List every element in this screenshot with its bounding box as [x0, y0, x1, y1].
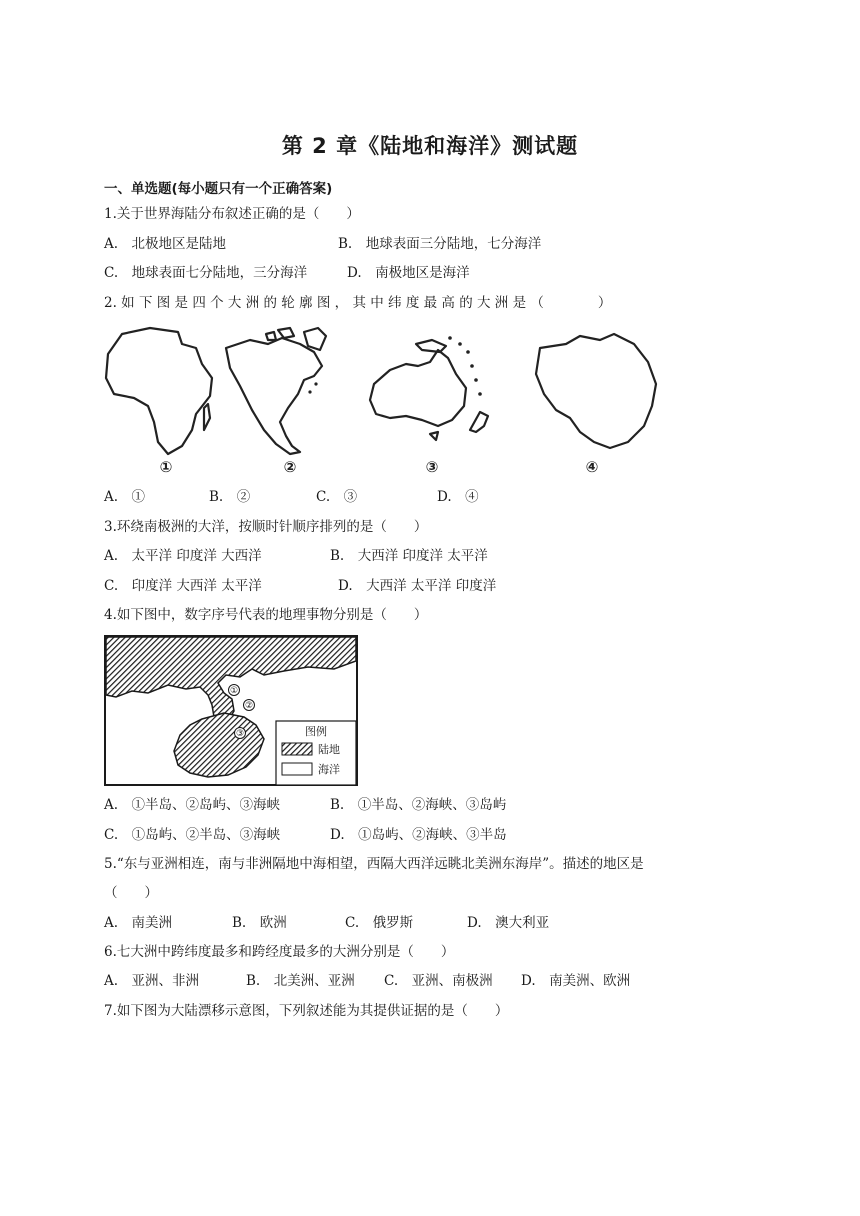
question-4-option-c[interactable]: C. ①岛屿、②半岛、③海峡 [104, 827, 281, 843]
question-4-option-b[interactable]: B. ①半岛、②海峡、③岛屿 [330, 797, 507, 813]
question-2-option-c[interactable]: C. ③ [316, 489, 358, 505]
new-guinea-outline [416, 340, 446, 352]
figure-label-4: ④ [585, 458, 599, 476]
question-3-option-b[interactable]: B. 大西洋 印度洋 太平洋 [330, 548, 488, 564]
question-2-option-b[interactable]: B. ② [209, 489, 251, 505]
australia-outline [370, 350, 466, 426]
question-5-option-d[interactable]: D. 澳大利亚 [467, 915, 550, 931]
question-6-option-d[interactable]: D. 南美洲、欧洲 [521, 973, 631, 989]
question-6-stem: 6.七大洲中跨纬度最多和跨经度最多的大洲分别是（ ） [104, 944, 455, 960]
question-1-option-c[interactable]: C. 地球表面七分陆地，三分海洋 [104, 265, 308, 281]
map-label-2: ② [244, 701, 254, 711]
question-2-option-d[interactable]: D. ④ [437, 489, 479, 505]
continent-number-labels [160, 458, 599, 476]
map-label-1: ① [229, 686, 239, 696]
section-heading: 一、单选题(每小题只有一个正确答案) [104, 181, 333, 197]
greenland-outline [304, 328, 326, 350]
continents-outline-figure [100, 322, 680, 482]
figure-label-3: ③ [425, 458, 439, 476]
map-legend [276, 721, 356, 785]
question-4-option-a[interactable]: A. ①半岛、②岛屿、③海峡 [104, 797, 281, 813]
question-6-option-b[interactable]: B. 北美洲、亚洲 [246, 973, 355, 989]
question-1-stem: 1.关于世界海陆分布叙述正确的是（ ） [104, 206, 360, 222]
figure-label-1: ① [159, 458, 173, 476]
legend-sea: 海洋 [318, 763, 340, 776]
question-4-option-d[interactable]: D. ①岛屿、②海峡、③半岛 [330, 827, 507, 843]
question-1-option-b[interactable]: B. 地球表面三分陆地，七分海洋 [338, 236, 542, 252]
new-zealand-outline [470, 412, 488, 432]
question-3-stem: 3.环绕南极洲的大洋，按顺时针顺序排列的是（ ） [104, 519, 428, 535]
page-title: 第 2 章《陆地和海洋》测试题 [281, 134, 579, 158]
tasmania-outline [430, 432, 438, 440]
north-america-outline [226, 338, 322, 454]
figure-label-2: ② [283, 458, 297, 476]
question-3-option-a[interactable]: A. 太平洋 印度洋 大西洋 [104, 548, 262, 564]
legend-title: 图例 [305, 725, 327, 738]
question-2-stem: 2. 如 下 图 是 四 个 大 洲 的 轮 廓 图 ， 其 中 纬 度 最 高 的 大 洲 是 （ ） [104, 295, 612, 311]
question-2-option-a[interactable]: A. ① [104, 489, 146, 505]
question-5-option-b[interactable]: B. 欧洲 [232, 915, 287, 931]
question-6-option-a[interactable]: A. 亚洲、非洲 [104, 973, 200, 989]
question-6-option-c[interactable]: C. 亚洲、南极洲 [384, 973, 493, 989]
peninsula-island-map [104, 635, 358, 786]
question-5-stem: 5.“东与亚洲相连，南与非洲隔地中海相望，西隔大西洋远眺北美洲东海岸”。描述的地区是 [104, 856, 644, 872]
question-1-option-d[interactable]: D. 南极地区是海洋 [347, 265, 470, 281]
question-1-option-a[interactable]: A. 北极地区是陆地 [104, 236, 227, 252]
question-7-stem: 7.如下图为大陆漂移示意图，下列叙述能为其提供证据的是（ ） [104, 1003, 509, 1019]
question-3-option-d[interactable]: D. 大西洋 太平洋 印度洋 [338, 578, 497, 594]
question-5-option-c[interactable]: C. 俄罗斯 [345, 915, 414, 931]
antarctica-outline [536, 334, 656, 448]
africa-outline [106, 328, 212, 454]
question-3-option-c[interactable]: C. 印度洋 大西洋 太平洋 [104, 578, 262, 594]
map-label-3: ③ [235, 729, 245, 739]
question-5-stem-continued: （ ） [104, 885, 158, 901]
legend-land: 陆地 [318, 743, 340, 756]
madagascar-outline [204, 404, 210, 430]
question-4-stem: 4.如下图中，数字序号代表的地理事物分别是（ ） [104, 607, 428, 623]
question-5-option-a[interactable]: A. 南美洲 [104, 915, 173, 931]
